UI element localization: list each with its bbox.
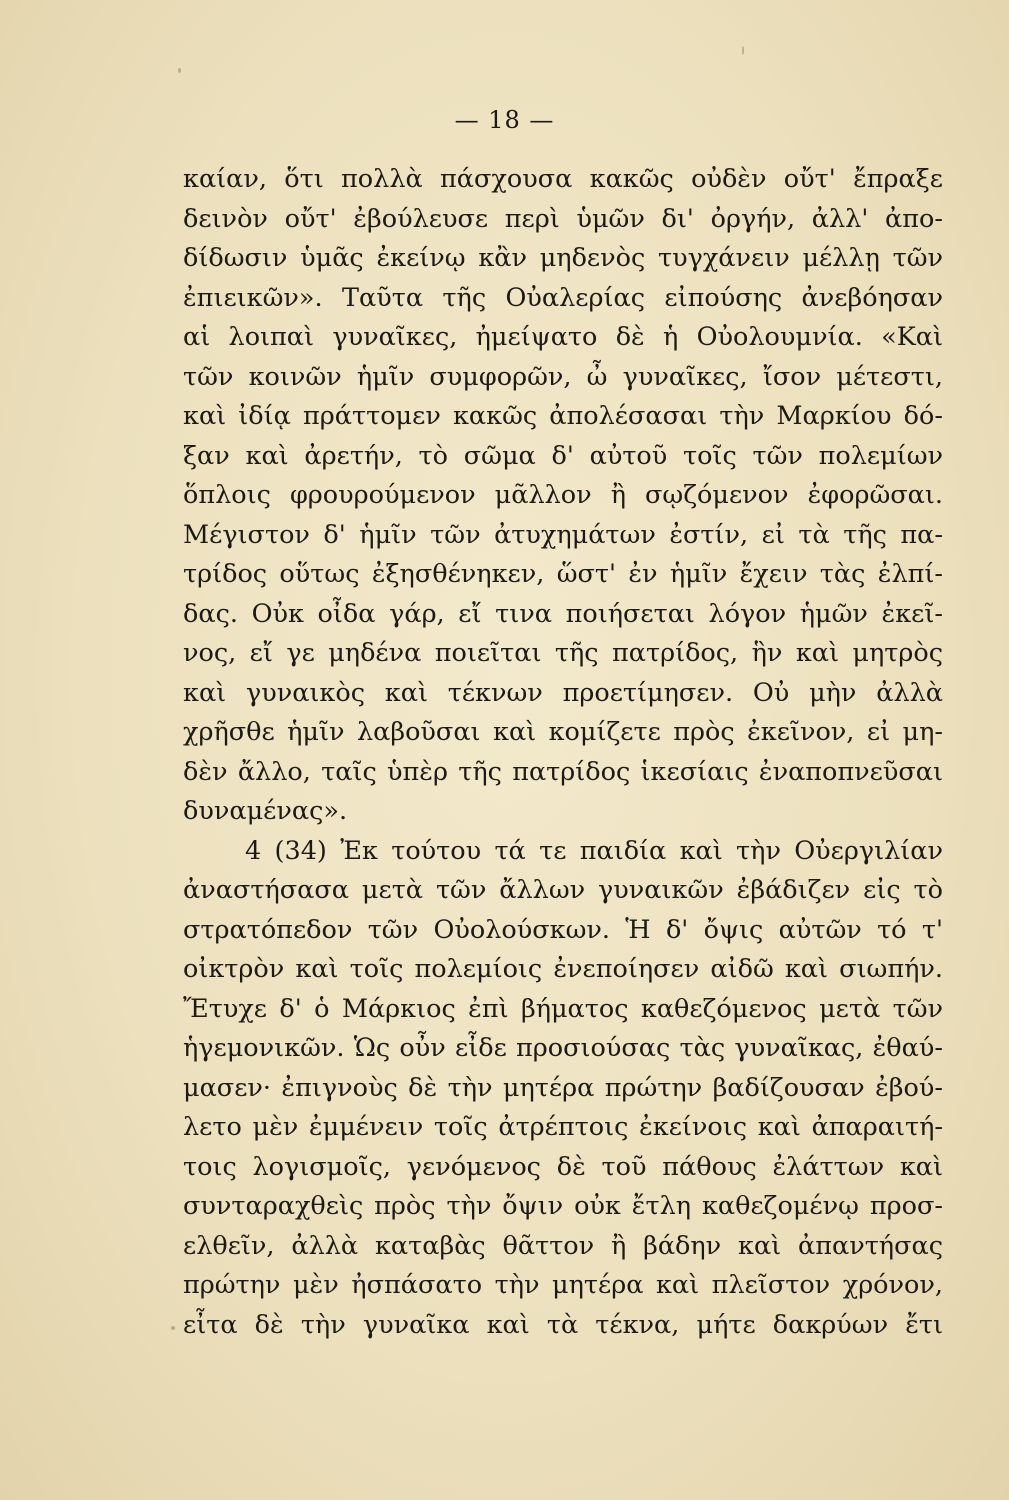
paper-speck bbox=[171, 1326, 175, 1330]
text-line: αἱ λοιπαὶ γυναῖκες, ἠμείψατο δὲ ἡ Οὐολουμνία. «Καὶ bbox=[183, 322, 943, 352]
text-line: ἀναστήσασα μετὰ τῶν ἄλλων γυναικῶν ἐβάδιζεν εἰς τὸ bbox=[183, 875, 943, 905]
text-line: πρώτην μὲν ἠσπάσατο τὴν μητέρα καὶ πλεῖστον χρόνον, bbox=[183, 1270, 943, 1300]
paper-speck bbox=[742, 46, 744, 55]
text-line: Μέγιστον δ' ἡμῖν τῶν ἀτυχημάτων ἐστίν, εἰ τὰ τῆς πα- bbox=[183, 519, 943, 550]
paper-speck bbox=[178, 68, 181, 73]
page-number: — 18 — bbox=[454, 106, 555, 134]
text-line: συνταραχθεὶς πρὸς τὴν ὄψιν οὐκ ἔτλη καθεζομένῳ προσ- bbox=[183, 1191, 943, 1221]
text-line: ἡγεμονικῶν. Ὡς οὖν εἶδε προσιούσας τὰς γυναῖκας, ἐθαύ- bbox=[183, 1033, 943, 1063]
section-start-line: 4 (34) Ἐκ τούτου τά τε παιδία καὶ τὴν Οὐεργιλίαν bbox=[245, 835, 943, 866]
text-line: Ἔτυχε δ' ὁ Μάρκιος ἐπὶ βήματος καθεζόμενος μετὰ τῶν bbox=[183, 993, 943, 1024]
text-line: ἐπιεικῶν». Ταῦτα τῆς Οὐαλερίας εἰπούσης ἀνεβόησαν bbox=[183, 282, 943, 313]
body-text bbox=[183, 160, 943, 1345]
text-line: τῶν κοινῶν ἡμῖν συμφορῶν, ὦ γυναῖκες, ἴσον μέτεστι, bbox=[183, 361, 943, 392]
text-line: χρῆσθε ἡμῖν λαβοῦσαι καὶ κομίζετε πρὸς ἐκεῖνον, εἰ μη- bbox=[183, 717, 943, 747]
text-line: οἰκτρὸν καὶ τοῖς πολεμίοις ἐνεποίησεν αἰδῶ καὶ σιωπήν. bbox=[183, 954, 943, 984]
text-line: εἶτα δὲ τὴν γυναῖκα καὶ τὰ τέκνα, μήτε δακρύων ἔτι bbox=[183, 1309, 943, 1340]
text-line: δίδωσιν ὑμᾶς ἐκείνῳ κἂν μηδενὸς τυγχάνειν μέλλῃ τῶν bbox=[183, 243, 943, 273]
text-line: ελθεῖν, ἀλλὰ καταβὰς θᾶττον ἢ βάδην καὶ ἀπαντήσας bbox=[183, 1230, 943, 1261]
text-line: νος, εἴ γε μηδένα ποιεῖται τῆς πατρίδος, ἣν καὶ μητρὸς bbox=[183, 638, 943, 668]
text-line: στρατόπεδον τῶν Οὐολούσκων. Ἡ δ' ὄψις αὐτῶν τό τ' bbox=[183, 914, 943, 945]
text-line: μασεν· ἐπιγνοὺς δὲ τὴν μητέρα πρώτην βαδίζουσαν ἐβού- bbox=[183, 1072, 943, 1103]
text-line: καὶ γυναικὸς καὶ τέκνων προετίμησεν. Οὐ μὴν ἀλλὰ bbox=[183, 677, 943, 708]
text-line: τοις λογισμοῖς, γενόμενος δὲ τοῦ πάθους ἐλάττων καὶ bbox=[183, 1151, 943, 1182]
text-line: δας. Οὐκ οἶδα γάρ, εἴ τινα ποιήσεται λόγον ἡμῶν ἐκεῖ- bbox=[183, 598, 943, 629]
text-line: ξαν καὶ ἀρετήν, τὸ σῶμα δ' αὐτοῦ τοῖς τῶν πολεμίων bbox=[183, 440, 943, 471]
text-line: καίαν, ὅτι πολλὰ πάσχουσα κακῶς οὐδὲν οὔτ' ἔπραξε bbox=[183, 164, 943, 194]
text-line: ὅπλοις φρουρούμενον μᾶλλον ἢ σῳζόμενον ἐφορῶσαι. bbox=[183, 480, 943, 510]
text-line: λετο μὲν ἐμμένειν τοῖς ἀτρέπτοις ἐκείνοις καὶ ἀπαραιτή- bbox=[183, 1112, 943, 1142]
text-line: τρίδος οὕτως ἐξησθένηκεν, ὥστ' ἐν ἡμῖν ἔχειν τὰς ἐλπί- bbox=[183, 559, 943, 589]
text-line: καὶ ἰδίᾳ πράττομεν κακῶς ἀπολέσασαι τὴν Μαρκίου δό- bbox=[183, 401, 943, 431]
text-line: δὲν ἄλλο, ταῖς ὑπὲρ τῆς πατρίδος ἱκεσίαις ἐναποπνεῦσαι bbox=[183, 756, 943, 787]
text-line: δυναμένας». bbox=[183, 796, 348, 826]
text-line: δεινὸν οὔτ' ἐβούλευσε περὶ ὑμῶν δι' ὀργήν, ἀλλ' ἀπο- bbox=[183, 203, 943, 234]
